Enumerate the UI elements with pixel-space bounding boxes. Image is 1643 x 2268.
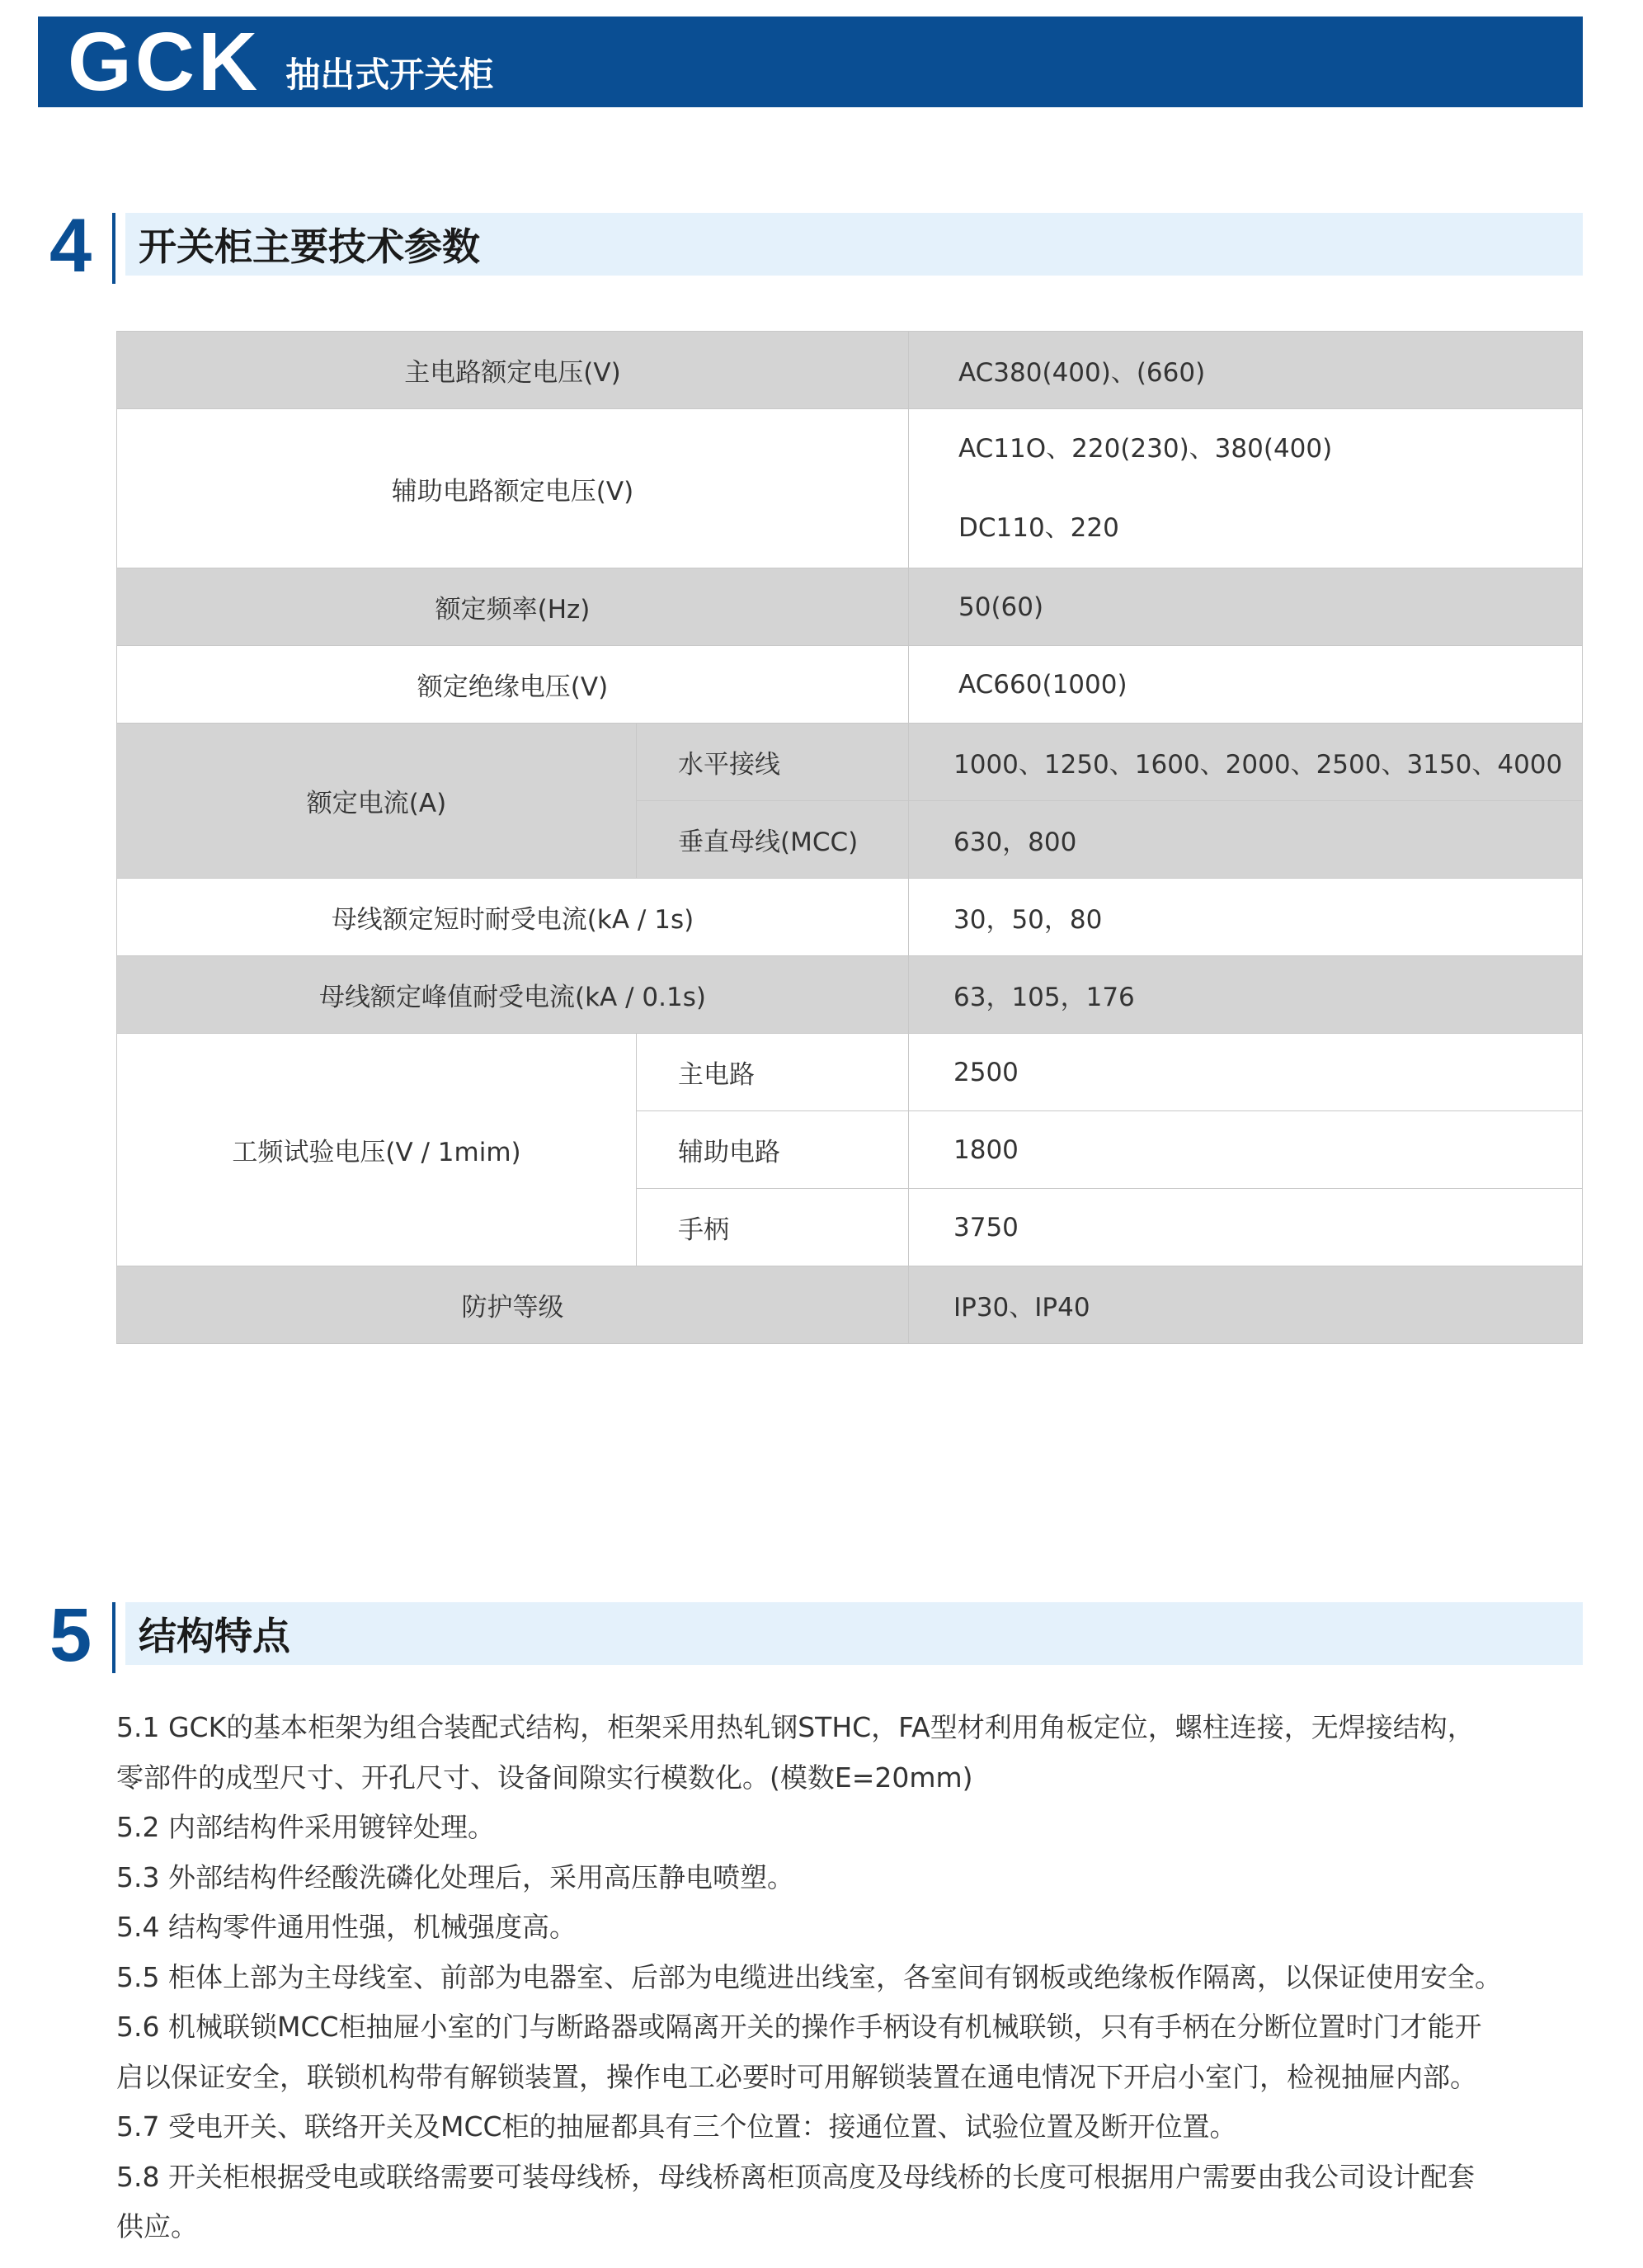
table-row <box>117 646 1583 724</box>
header-subtitle: 抽出式开关柜 <box>285 54 494 95</box>
row-value: 30，50，80 <box>909 879 1583 956</box>
section-title-band <box>125 213 1583 276</box>
row-value: 630，800 <box>909 801 1583 879</box>
feature-line: 零部件的成型尺寸、开孔尺寸、设备间隙实行模数化。(模数E=20mm) <box>116 1761 973 1794</box>
feature-line: 供应。 <box>116 2210 198 2242</box>
row-value: 1000、1250、1600、2000、2500、3150、4000 <box>909 724 1583 801</box>
table-row <box>117 568 1583 646</box>
section-title-band <box>125 1602 1583 1665</box>
table-row <box>117 724 1583 801</box>
feature-line: 启以保证安全，联锁机构带有解锁装置，操作电工必要时可用解锁装置在通电情况下开启小室门，检视抽屉内部。 <box>116 2060 1477 2093</box>
row-label: 母线额定短时耐受电流(kA / 1s) <box>117 879 909 956</box>
row-value <box>909 409 1583 568</box>
sub-label: 垂直母线(MCC) <box>637 801 909 879</box>
row-value: 1800 <box>909 1111 1583 1189</box>
row-value: 2500 <box>909 1034 1583 1111</box>
row-label: 防护等级 <box>117 1266 909 1344</box>
row-label: 额定绝缘电压(V) <box>117 646 909 724</box>
brand-logo: GCK <box>68 16 261 108</box>
row-value: AC380(400)、(660) <box>909 332 1583 409</box>
table-row <box>117 1034 1583 1111</box>
section-number: 4 <box>49 204 92 288</box>
row-value: IP30、IP40 <box>909 1266 1583 1344</box>
row-value: 50(60) <box>909 568 1583 646</box>
row-label: 辅助电路额定电压(V) <box>117 409 909 568</box>
feature-line: 5.2 内部结构件采用镀锌处理。 <box>116 1811 495 1843</box>
feature-line: 5.1 GCK的基本柜架为组合装配式结构，柜架采用热轧钢STHC，FA型材利用角板定位，螺柱连接，无焊接结构， <box>116 1711 1475 1743</box>
feature-line: 5.8 开关柜根据受电或联络需要可装母线桥，母线桥离柜顶高度及母线桥的长度可根据用户需要由我公司设计配套 <box>116 2160 1475 2193</box>
section-title: 结构特点 <box>139 1614 290 1658</box>
feature-line: 5.4 结构零件通用性强，机械强度高。 <box>116 1911 577 1943</box>
section-5-heading <box>49 1593 1583 1677</box>
row-value: 3750 <box>909 1189 1583 1266</box>
section-number: 5 <box>49 1593 92 1677</box>
aux-voltage-ac: AC11O、220(230)、380(400) <box>958 434 1333 464</box>
sub-label: 主电路 <box>637 1034 909 1111</box>
row-label: 额定频率(Hz) <box>117 568 909 646</box>
feature-line: 5.6 机械联锁MCC柜抽屉小室的门与断路器或隔离开关的操作手柄设有机械联锁，只有手柄在分断位置时门才能开 <box>116 2011 1482 2043</box>
table-row <box>117 1266 1583 1344</box>
row-value: 63，105，176 <box>909 956 1583 1034</box>
table-row <box>117 332 1583 409</box>
row-value: AC660(1000) <box>909 646 1583 724</box>
header-bar <box>38 17 1583 107</box>
row-label: 额定电流(A) <box>117 724 637 879</box>
feature-line: 5.3 外部结构件经酸洗磷化处理后，采用高压静电喷塑。 <box>116 1860 794 1893</box>
table-row <box>117 409 1583 568</box>
sub-label: 手柄 <box>637 1189 909 1266</box>
table-row <box>117 956 1583 1034</box>
sub-label: 水平接线 <box>637 724 909 801</box>
section-title: 开关柜主要技术参数 <box>139 224 480 269</box>
section-4-heading <box>49 204 1583 288</box>
sub-label: 辅助电路 <box>637 1111 909 1189</box>
row-label: 工频试验电压(V / 1mim) <box>117 1034 637 1266</box>
section-divider <box>112 1602 115 1673</box>
spec-table <box>116 331 1583 1344</box>
row-label: 主电路额定电压(V) <box>117 332 909 409</box>
feature-list <box>116 1703 1593 2252</box>
section-divider <box>112 213 115 284</box>
table-row <box>117 879 1583 956</box>
feature-line: 5.5 柜体上部为主母线室、前部为电器室、后部为电缆进出线室，各室间有钢板或绝缘板作隔离，以保证使用安全。 <box>116 1960 1502 1993</box>
row-label: 母线额定峰值耐受电流(kA / 0.1s) <box>117 956 909 1034</box>
aux-voltage-dc: DC110、220 <box>958 513 1119 543</box>
feature-line: 5.7 受电开关、联络开关及MCC柜的抽屉都具有三个位置：接通位置、试验位置及断开位置。 <box>116 2110 1237 2143</box>
